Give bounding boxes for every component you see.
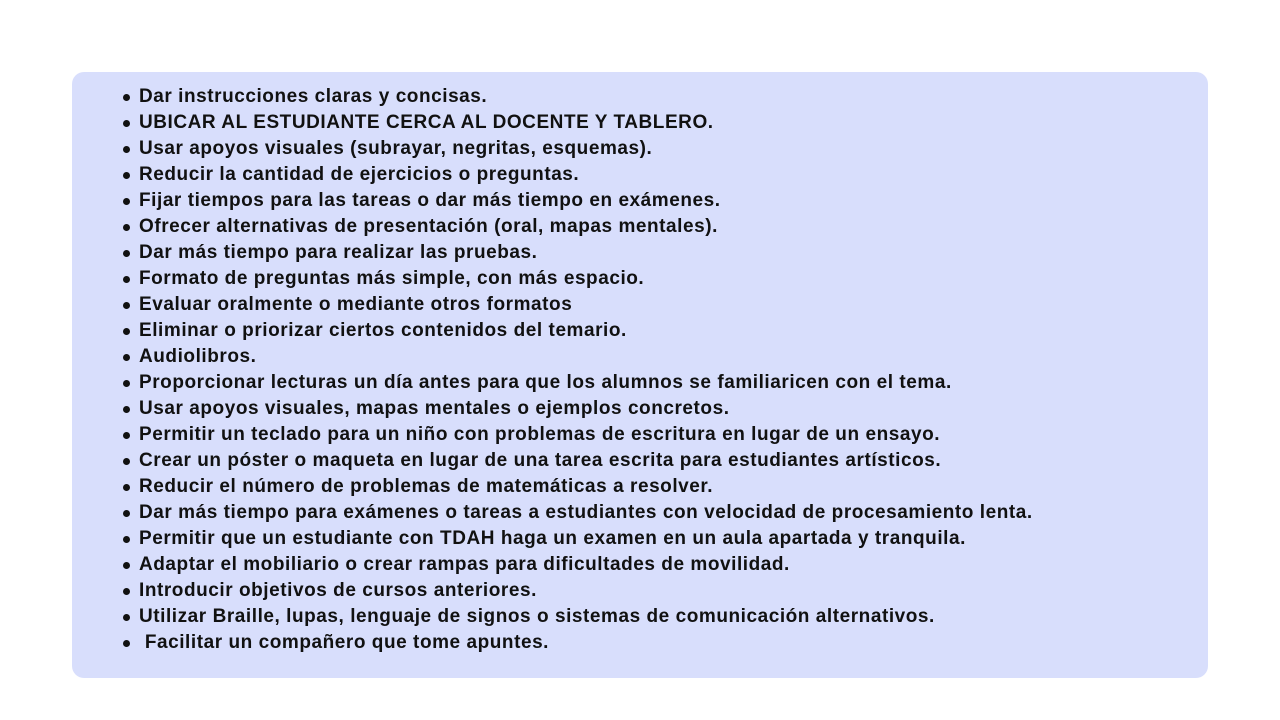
list-item-text: Permitir un teclado para un niño con problemas de escritura en lugar de un ensayo. (139, 424, 941, 445)
bullet-icon (123, 120, 130, 127)
list-item-text: Usar apoyos visuales, mapas mentales o ejemplos concretos. (139, 398, 730, 419)
strategies-list (122, 84, 1033, 656)
list-item (122, 266, 1033, 292)
list-item (122, 136, 1033, 162)
bullet-icon (123, 198, 130, 205)
list-item (122, 526, 1033, 552)
bullet-icon (123, 328, 130, 335)
bullet-icon (123, 380, 130, 387)
bullet-icon (123, 94, 130, 101)
content-panel (72, 72, 1208, 678)
list-item (122, 292, 1033, 318)
list-item-text: Introducir objetivos de cursos anteriores. (139, 580, 537, 601)
bullet-icon (123, 458, 130, 465)
bullet-icon (123, 536, 130, 543)
bullet-icon (123, 432, 130, 439)
list-item-text: Audiolibros. (139, 346, 257, 367)
list-item-text: Adaptar el mobiliario o crear rampas para dificultades de movilidad. (139, 554, 790, 575)
list-item-text: Proporcionar lecturas un día antes para que los alumnos se familiaricen con el tema. (139, 372, 952, 393)
list-item (122, 370, 1033, 396)
list-item-text: Dar más tiempo para exámenes o tareas a estudiantes con velocidad de procesamiento lenta. (139, 502, 1033, 523)
list-item (122, 578, 1033, 604)
list-item (122, 604, 1033, 630)
bullet-icon (123, 484, 130, 491)
bullet-icon (123, 354, 130, 361)
list-item (122, 318, 1033, 344)
list-item (122, 162, 1033, 188)
list-item-text: Reducir la cantidad de ejercicios o preguntas. (139, 164, 580, 185)
list-item-text: Ofrecer alternativas de presentación (oral, mapas mentales). (139, 216, 718, 237)
list-item-text: Evaluar oralmente o mediante otros formatos (139, 294, 573, 315)
bullet-icon (123, 224, 130, 231)
bullet-icon (123, 276, 130, 283)
list-item (122, 630, 1033, 656)
list-item-text: Permitir que un estudiante con TDAH haga un examen en un aula apartada y tranquila. (139, 528, 966, 549)
bullet-icon (123, 250, 130, 257)
bullet-icon (123, 562, 130, 569)
list-item (122, 448, 1033, 474)
list-item-text: Utilizar Braille, lupas, lenguaje de signos o sistemas de comunicación alternativos. (139, 606, 935, 627)
bullet-icon (123, 146, 130, 153)
list-item (122, 344, 1033, 370)
list-item-text: Crear un póster o maqueta en lugar de una tarea escrita para estudiantes artísticos. (139, 450, 942, 471)
list-item-text: Fijar tiempos para las tareas o dar más tiempo en exámenes. (139, 190, 721, 211)
list-item (122, 84, 1033, 110)
list-item (122, 110, 1033, 136)
bullet-icon (123, 172, 130, 179)
list-item-text: Facilitar un compañero que tome apuntes. (139, 632, 550, 653)
list-item-text: Formato de preguntas más simple, con más espacio. (139, 268, 645, 289)
list-item-text: Usar apoyos visuales (subrayar, negritas, esquemas). (139, 138, 653, 159)
list-item-text: UBICAR AL ESTUDIANTE CERCA AL DOCENTE Y TABLERO. (139, 112, 714, 133)
list-item (122, 396, 1033, 422)
bullet-icon (123, 406, 130, 413)
list-item-text: Eliminar o priorizar ciertos contenidos del temario. (139, 320, 627, 341)
list-item (122, 552, 1033, 578)
bullet-icon (123, 640, 130, 647)
bullet-icon (123, 302, 130, 309)
bullet-icon (123, 614, 130, 621)
bullet-icon (123, 588, 130, 595)
list-item (122, 474, 1033, 500)
list-item (122, 500, 1033, 526)
list-item-text: Dar más tiempo para realizar las pruebas. (139, 242, 538, 263)
list-item-text: Reducir el número de problemas de matemáticas a resolver. (139, 476, 714, 497)
list-item (122, 214, 1033, 240)
list-item (122, 422, 1033, 448)
bullet-icon (123, 510, 130, 517)
list-item-text: Dar instrucciones claras y concisas. (139, 86, 488, 107)
list-item (122, 188, 1033, 214)
list-item (122, 240, 1033, 266)
